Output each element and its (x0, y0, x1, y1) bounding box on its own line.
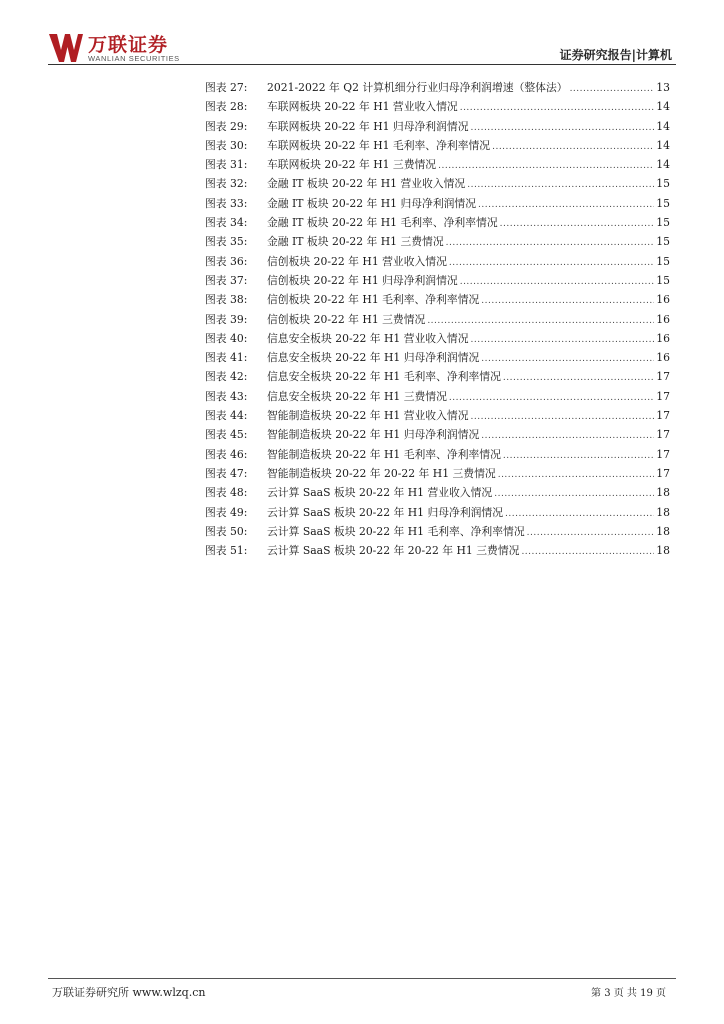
figure-title: 车联网板块 20-22 年 H1 毛利率、净利率情况 (267, 138, 491, 152)
figure-page-number: 15 (656, 254, 670, 268)
header-divider (48, 64, 676, 65)
dot-leader (471, 119, 655, 138)
figure-page-number: 15 (656, 273, 670, 287)
figure-number: 图表 49: (205, 505, 248, 519)
figure-index-entry[interactable] (205, 194, 670, 213)
figure-title: 信息安全板块 20-22 年 H1 归母净利润情况 (267, 351, 480, 365)
figure-index-entry[interactable] (205, 271, 670, 290)
dot-leader (494, 485, 654, 504)
figure-title: 信息安全板块 20-22 年 H1 毛利率、净利率情况 (267, 370, 501, 384)
figure-title: 金融 IT 板块 20-22 年 H1 三费情况 (267, 235, 444, 249)
figure-number: 图表 39: (205, 312, 248, 326)
figure-page-number: 16 (656, 312, 670, 326)
dot-leader (471, 331, 655, 350)
figure-page-number: 18 (656, 524, 670, 538)
figure-page-number: 17 (656, 466, 670, 480)
figure-index-entry[interactable] (205, 252, 670, 271)
page-number: 第 3 页 共 19 页 (591, 988, 666, 999)
figure-number: 图表 32: (205, 177, 248, 191)
dot-leader (438, 157, 654, 176)
figure-page-number: 18 (656, 544, 670, 558)
figure-page-number: 13 (656, 81, 670, 94)
figure-title: 金融 IT 板块 20-22 年 H1 归母净利润情况 (267, 196, 477, 210)
figure-page-number: 16 (656, 293, 670, 307)
figure-index-entry[interactable] (205, 503, 670, 522)
logo-chinese-name: 万联证券 (88, 34, 169, 56)
figure-title: 云计算 SaaS 板块 20-22 年 H1 营业收入情况 (267, 486, 493, 500)
figure-number: 图表 38: (205, 293, 248, 307)
dot-leader (481, 350, 654, 369)
dot-leader (460, 273, 655, 292)
figure-index-entry[interactable] (205, 97, 670, 116)
figure-page-number: 18 (656, 505, 670, 519)
figure-number: 图表 47: (205, 466, 248, 480)
figure-page-number: 18 (656, 486, 670, 500)
figure-number: 图表 31: (205, 158, 248, 172)
dot-leader (446, 234, 655, 253)
figure-title: 金融 IT 板块 20-22 年 H1 营业收入情况 (267, 177, 466, 191)
figure-index-entry[interactable] (205, 78, 670, 97)
figure-title: 信创板块 20-22 年 H1 三费情况 (267, 312, 426, 326)
figure-index-entry[interactable] (205, 155, 670, 174)
figure-index-entry[interactable] (205, 425, 670, 444)
figure-index-entry[interactable] (205, 541, 670, 560)
wanlian-w-logo-icon (48, 32, 84, 64)
figure-title: 车联网板块 20-22 年 H1 归母净利润情况 (267, 119, 469, 133)
figure-page-number: 17 (656, 389, 670, 403)
figure-index-entry[interactable] (205, 310, 670, 329)
dot-leader (471, 408, 655, 427)
figure-page-number: 16 (656, 351, 670, 365)
figure-number: 图表 48: (205, 486, 248, 500)
figure-title: 信创板块 20-22 年 H1 毛利率、净利率情况 (267, 293, 480, 307)
dot-leader (478, 196, 654, 215)
figure-title: 金融 IT 板块 20-22 年 H1 毛利率、净利率情况 (267, 216, 498, 230)
figure-page-number: 15 (656, 216, 670, 230)
figure-title: 智能制造板块 20-22 年 20-22 年 H1 三费情况 (267, 466, 496, 480)
figure-number: 图表 42: (205, 370, 248, 384)
dot-leader (570, 80, 655, 99)
figure-number: 图表 43: (205, 389, 248, 403)
figure-number: 图表 37: (205, 273, 248, 287)
dot-leader (498, 466, 655, 485)
figure-number: 图表 50: (205, 524, 248, 538)
figure-index-entry[interactable] (205, 232, 670, 251)
dot-leader (521, 543, 654, 562)
figure-number: 图表 34: (205, 216, 248, 230)
figure-index-entry[interactable] (205, 522, 670, 541)
figure-title: 云计算 SaaS 板块 20-22 年 H1 归母净利润情况 (267, 505, 504, 519)
figure-number: 图表 41: (205, 351, 248, 365)
figure-page-number: 14 (656, 138, 670, 152)
figure-page-number: 15 (656, 235, 670, 249)
figure-title: 信创板块 20-22 年 H1 归母净利润情况 (267, 273, 458, 287)
figure-title: 智能制造板块 20-22 年 H1 毛利率、净利率情况 (267, 447, 501, 461)
figure-number: 图表 40: (205, 331, 248, 345)
figure-title: 智能制造板块 20-22 年 H1 营业收入情况 (267, 409, 469, 423)
figure-number: 图表 46: (205, 447, 248, 461)
dot-leader (492, 138, 654, 157)
dot-leader (503, 447, 654, 466)
figure-page-number: 14 (656, 119, 670, 133)
figure-number: 图表 30: (205, 138, 248, 152)
figure-index-entry[interactable] (205, 406, 670, 425)
figure-title: 车联网板块 20-22 年 H1 营业收入情况 (267, 100, 458, 114)
dot-leader (460, 99, 655, 118)
figure-title: 车联网板块 20-22 年 H1 三费情况 (267, 158, 437, 172)
figure-title: 智能制造板块 20-22 年 H1 归母净利润情况 (267, 428, 480, 442)
figure-number: 图表 51: (205, 544, 248, 558)
figure-page-number: 15 (656, 177, 670, 191)
figure-number: 图表 36: (205, 254, 248, 268)
dot-leader (449, 254, 654, 273)
figure-title: 云计算 SaaS 板块 20-22 年 H1 毛利率、净利率情况 (267, 524, 525, 538)
figure-page-number: 14 (656, 100, 670, 114)
figure-index-list (205, 78, 670, 560)
logo-english-name: WANLIAN SECURITIES (88, 54, 180, 63)
dot-leader (467, 176, 654, 195)
figure-title: 云计算 SaaS 板块 20-22 年 20-22 年 H1 三费情况 (267, 544, 520, 558)
figure-page-number: 14 (656, 158, 670, 172)
figure-index-entry[interactable] (205, 348, 670, 367)
dot-leader (505, 505, 654, 524)
figure-title: 2021-2022 年 Q2 计算机细分行业归母净利润增速（整体法） (267, 81, 568, 94)
report-type-label: 证券研究报告|计算机 (559, 48, 672, 62)
figure-index-entry[interactable] (205, 290, 670, 309)
figure-page-number: 15 (656, 196, 670, 210)
dot-leader (481, 427, 654, 446)
figure-number: 图表 28: (205, 100, 248, 114)
dot-leader (449, 389, 654, 408)
dot-leader (500, 215, 655, 234)
figure-number: 图表 44: (205, 409, 248, 423)
figure-title: 信息安全板块 20-22 年 H1 营业收入情况 (267, 331, 469, 345)
figure-number: 图表 45: (205, 428, 248, 442)
figure-page-number: 17 (656, 428, 670, 442)
figure-index-entry[interactable] (205, 329, 670, 348)
figure-index-entry[interactable] (205, 367, 670, 386)
figure-index-entry[interactable] (205, 445, 670, 464)
figure-number: 图表 35: (205, 235, 248, 249)
figure-number: 图表 33: (205, 196, 248, 210)
figure-index-entry[interactable] (205, 387, 670, 406)
figure-index-entry[interactable] (205, 117, 670, 136)
figure-index-entry[interactable] (205, 213, 670, 232)
figure-index-entry[interactable] (205, 136, 670, 155)
figure-page-number: 17 (656, 409, 670, 423)
figure-number: 图表 27: (205, 81, 248, 94)
figure-title: 信创板块 20-22 年 H1 营业收入情况 (267, 254, 447, 268)
dot-leader (503, 369, 654, 388)
figure-index-entry[interactable] (205, 174, 670, 193)
figure-index-entry[interactable] (205, 483, 670, 502)
dot-leader (481, 292, 654, 311)
dot-leader (527, 524, 655, 543)
figure-title: 信息安全板块 20-22 年 H1 三费情况 (267, 389, 447, 403)
figure-page-number: 17 (656, 447, 670, 461)
figure-index-entry[interactable] (205, 464, 670, 483)
footer-divider (48, 978, 676, 979)
figure-page-number: 16 (656, 331, 670, 345)
figure-page-number: 17 (656, 370, 670, 384)
figure-number: 图表 29: (205, 119, 248, 133)
footer-institute: 万联证券研究所 www.wlzq.cn (52, 986, 206, 999)
company-logo (48, 30, 198, 66)
